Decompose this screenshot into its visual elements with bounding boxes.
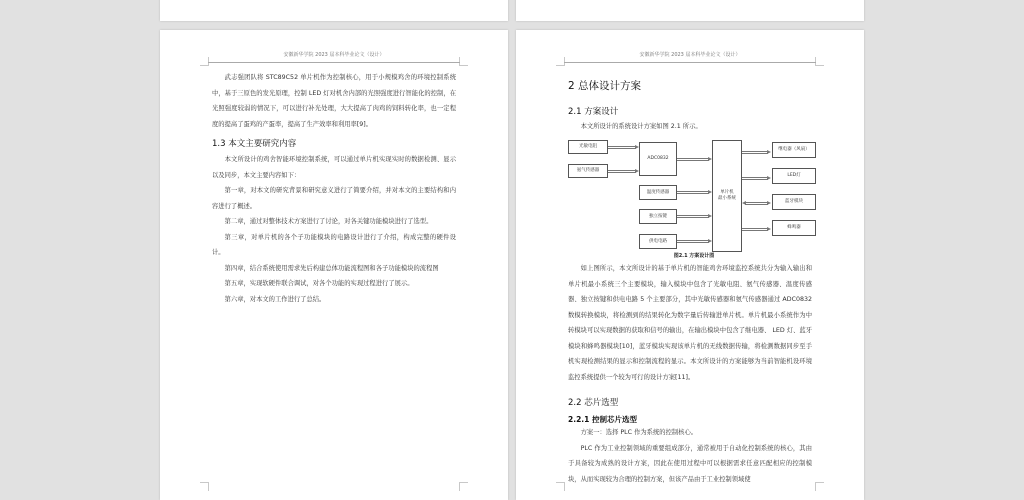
paragraph: 第五章，实现软硬件联合调试，对各个功能的实现过程进行了展示。 <box>224 280 414 287</box>
box-relay-fan: 继电器（风扇） <box>772 142 816 158</box>
document-page-right <box>516 30 864 500</box>
subsection-heading: 2.2.1 控制芯片选型 <box>568 415 637 424</box>
subsection-body <box>568 425 812 487</box>
running-header: 安徽新华学院 2023 届本科毕业论文（设计） <box>639 52 741 58</box>
paragraph: 方案一：选择 PLC 作为系统的控制核心。 <box>580 429 698 436</box>
block-diagram <box>564 136 824 264</box>
running-header: 安徽新华学院 2023 届本科毕业论文（设计） <box>283 52 385 58</box>
figure-caption: 图2.1 方案设计图 <box>673 253 715 259</box>
header-rule <box>564 62 816 63</box>
arrow <box>677 158 709 161</box>
box-bluetooth: 蓝牙模块 <box>772 194 816 210</box>
crop-mark <box>459 482 468 491</box>
paragraph-after-wrap <box>568 261 812 385</box>
section-heading: 2.1 方案设计 <box>568 107 619 117</box>
intro-wrap <box>568 122 812 132</box>
arrow <box>742 228 768 231</box>
section-heading-wrap <box>568 105 812 117</box>
document-page-left <box>160 30 508 500</box>
section2-heading-wrap <box>568 396 812 408</box>
box-ammonia-sensor: 氨气传感器 <box>568 164 608 178</box>
paragraph: 第四章，结合系统使用需求先后构建总体功能流程图和各子功能模块的流程图 <box>224 264 439 272</box>
previous-page-left <box>160 0 508 21</box>
crop-mark <box>200 482 209 491</box>
section-heading: 2.2 芯片选型 <box>568 398 619 408</box>
crop-mark <box>556 482 565 491</box>
paragraph: 本文所设计的系统设计方案如图 2.1 所示。 <box>580 123 702 130</box>
paragraph: 武志强团队将 STC89C52 单片机作为控制核心，用于小规模鸡舍的环境控制系统中，基于三原色的发光原理，控制 LED 灯对机舍内部的光照强度进行智能化的控制，在光照强度较弱的情况下，可以进行补光处理，大大提高了肉鸡的饲料转化率，也一定程度的提高了蛋鸡的产蛋率，提高了生产效率和利用率[9]。 <box>212 74 456 128</box>
box-mcu <box>712 140 742 252</box>
paragraph: 如上图所示，本文所设计的基于单片机的智能鸡舍环境监控系统共分为输入输出和单片机最小系统三个主要模块，输入模块中包含了光敏电阻、氨气传感器、温度传感器、独立按键和供电电路 5 个主要部分，其中光敏传感器和氨气传感器通过 ADC0832 数模转换模块，将检测到的结果转化为数字量后传输进单片机。单片机最小系统作为中转模块可以实现数据的获取和信号的输出，在输出模块中包含了继电器、 LED 灯、蓝牙模块和蜂鸣器模块[10]，蓝牙模块实现该单片机的无线数据传输，将检测数据同步至手机实现检测结果的显示和控制流程的显示。本文所设计的方案能够为当前智能机设环境监控系统提供一个较为可行的设计方案[11]。 <box>568 265 812 381</box>
crop-mark <box>815 482 824 491</box>
paragraph: PLC 作为工业控制领域的重要组成部分，通常被用于自动化控制系统的核心，其由于具备较为成熟的设计方案，因此在使用过程中可以根据需求任意匹配相应的控制模块，从而实现较为合理的控制方案，但该产品由于工业控制领域使 <box>568 444 812 483</box>
chapter-heading-wrap <box>568 78 812 93</box>
box-adc: ADC0832 <box>639 142 677 176</box>
previous-page-right <box>516 0 864 21</box>
arrow <box>742 151 768 154</box>
arrow <box>677 240 709 243</box>
subsection-heading-wrap <box>568 414 812 425</box>
arrow <box>608 146 636 149</box>
paragraph: 第三章，对单片机的各个子功能模块的电路设计进行了介绍，构成完整的硬件设计。 <box>212 233 456 256</box>
box-keys: 独立按键 <box>639 209 677 224</box>
crop-mark <box>459 57 468 66</box>
box-temp-sensor: 温度传感器 <box>639 185 677 200</box>
bidirectional-arrow <box>745 202 768 205</box>
arrow <box>608 170 636 173</box>
mcu-label-2: 最小系统 <box>718 196 736 201</box>
crop-mark <box>815 57 824 66</box>
box-power: 供电电路 <box>639 234 677 249</box>
left-section <box>212 137 456 149</box>
box-photoresistor: 光敏电阻 <box>568 140 608 154</box>
header-rule <box>208 62 460 63</box>
paragraph: 第二章，通过对整体技术方案进行了讨论，对各关键功能模块进行了选型。 <box>224 218 433 225</box>
paragraph: 第一章，对本文的研究背景和研究意义进行了简要介绍，并对本文的主要结构和内容进行了概述。 <box>212 187 456 210</box>
left-body <box>212 152 456 307</box>
paragraph: 第六章，对本文的工作进行了总结。 <box>224 295 326 303</box>
chapter-heading: 2 总体设计方案 <box>568 80 642 92</box>
section-heading: 1.3 本文主要研究内容 <box>212 139 297 149</box>
left-body-top <box>212 70 456 132</box>
arrow <box>677 191 709 194</box>
arrow <box>677 215 709 218</box>
box-led: LED灯 <box>772 168 816 184</box>
paragraph: 本文所设计的鸡舍智能环境控制系统，可以通过单片机实现实时的数据检测、显示以及同步，本文主要内容如下： <box>212 156 456 179</box>
arrow <box>742 177 768 180</box>
mcu-label-1: 单片机 <box>720 190 734 195</box>
box-buzzer: 蜂鸣器 <box>772 220 816 236</box>
